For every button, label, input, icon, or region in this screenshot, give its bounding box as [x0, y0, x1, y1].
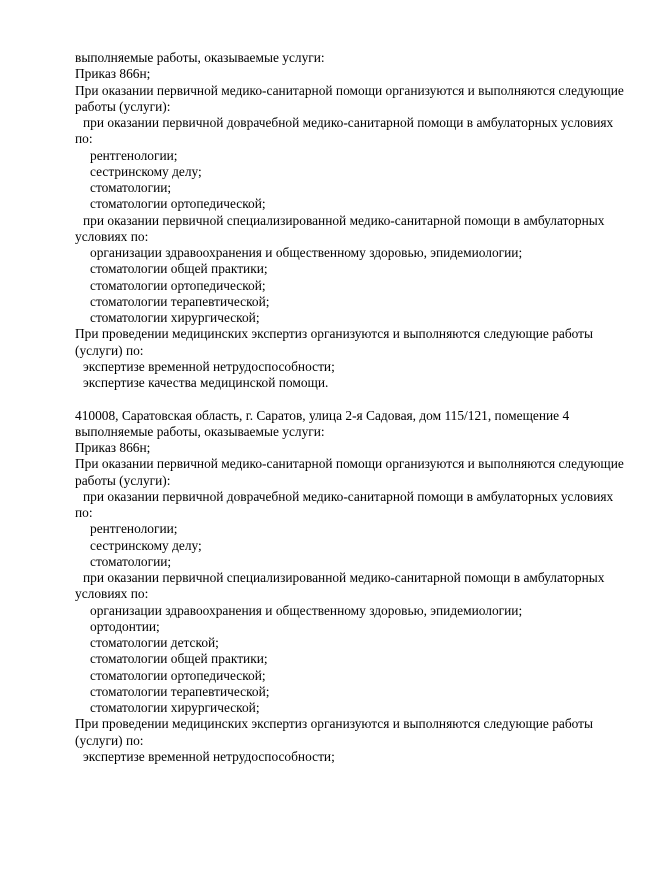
text-line: стоматологии терапевтической;: [90, 683, 270, 699]
text-line: Приказ 866н;: [75, 440, 151, 455]
text-line: стоматологии детской;: [90, 635, 219, 650]
text-line: при оказании первичной доврачебной медико-санитарной помощи в амбулаторных условиях: [83, 115, 614, 130]
text-line: рентгенологии;: [90, 521, 178, 537]
text-line: работы (услуги):: [75, 98, 171, 114]
text-line: экспертизе временной нетрудоспособности;: [83, 748, 335, 764]
text-line: стоматологии общей практики;: [90, 651, 268, 667]
text-line: экспертизе качества медицинской помощи.: [83, 375, 329, 390]
text-line: стоматологии ортопедической;: [90, 277, 266, 293]
text-line: выполняемые работы, оказываемые услуги:: [75, 423, 325, 439]
blank-line: [75, 391, 625, 407]
text-line: организации здравоохранения и общественному здоровью, эпидемиологии;: [90, 245, 523, 260]
text-line: при оказании первичной доврачебной медико-санитарной помощи в амбулаторных условиях: [83, 488, 614, 504]
text-line: выполняемые работы, оказываемые услуги:: [75, 50, 325, 65]
text-line: стоматологии терапевтической;: [90, 293, 270, 309]
text-line: при оказании первичной специализированной медико-санитарной помощи в амбулаторных: [83, 570, 605, 585]
text-line: по:: [75, 505, 93, 520]
text-line: стоматологии ортопедической;: [90, 196, 266, 212]
text-line: рентгенологии;: [90, 147, 178, 163]
text-line: ортодонтии;: [90, 618, 160, 634]
text-line: при оказании первичной специализированной медико-санитарной помощи в амбулаторных: [83, 212, 605, 228]
text-line: При оказании первичной медико-санитарной помощи организуются и выполняются следующие: [75, 82, 624, 98]
text-line: условиях по:: [75, 228, 149, 244]
text-line: условиях по:: [75, 586, 149, 602]
text-line: стоматологии общей практики;: [90, 261, 268, 277]
text-line: (услуги) по:: [75, 342, 144, 358]
text-line: стоматологии хирургической;: [90, 700, 260, 715]
text-line: организации здравоохранения и общественному здоровью, эпидемиологии;: [90, 602, 523, 618]
license-works-text-block: [75, 50, 625, 765]
text-line: стоматологии хирургической;: [90, 310, 260, 325]
text-line: стоматологии;: [90, 180, 172, 195]
text-line: 410008, Саратовская область, г. Саратов, улица 2-я Садовая, дом 115/121, помещение 4: [75, 407, 570, 423]
text-line: экспертизе временной нетрудоспособности;: [83, 358, 335, 374]
text-line: по:: [75, 131, 93, 147]
text-line: сестринскому делу;: [90, 163, 202, 179]
text-line: (услуги) по:: [75, 732, 144, 748]
text-line: работы (услуги):: [75, 472, 171, 488]
text-line: Приказ 866н;: [75, 66, 151, 82]
text-line: При проведении медицинских экспертиз организуются и выполняются следующие работы: [75, 326, 594, 342]
text-line: стоматологии ортопедической;: [90, 667, 266, 683]
text-line: При проведении медицинских экспертиз организуются и выполняются следующие работы: [75, 716, 594, 732]
text-line: При оказании первичной медико-санитарной помощи организуются и выполняются следующие: [75, 456, 624, 472]
text-line: стоматологии;: [90, 553, 172, 569]
text-line: сестринскому делу;: [90, 537, 202, 553]
